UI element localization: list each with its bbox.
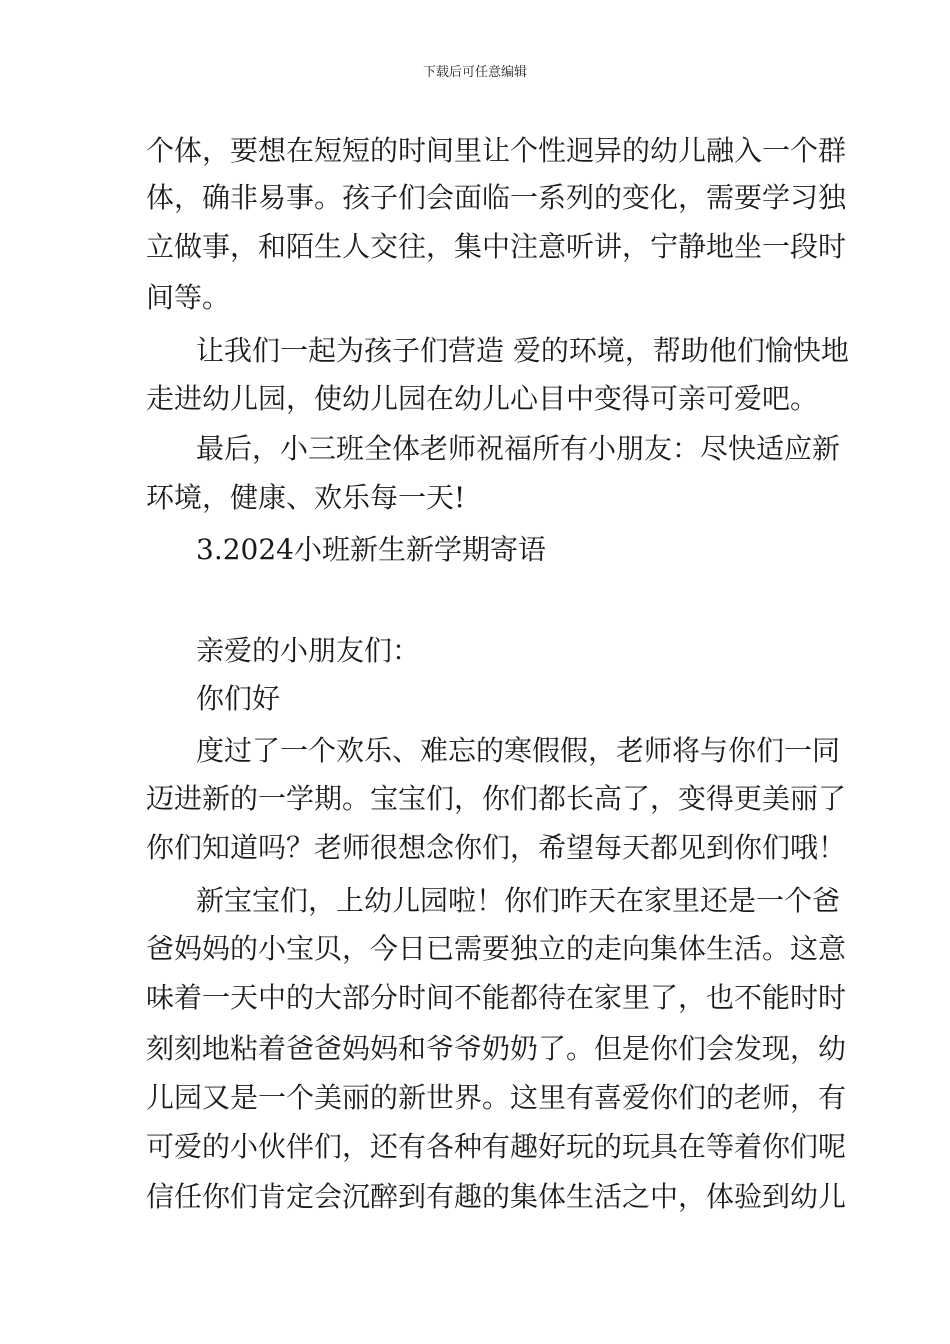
text-line: 新宝宝们，上幼儿园啦！你们昨天在家里还是一个爸 bbox=[196, 884, 841, 917]
text-line: 个体，要想在短短的时间里让个性迥异的幼儿融入一个群 bbox=[146, 134, 847, 167]
text-line: 信任你们肯定会沉醉到有趣的集体生活之中，体验到幼儿 bbox=[146, 1180, 847, 1213]
text-line: 刻刻地粘着爸爸妈妈和爷爷奶奶了。但是你们会发现，幼 bbox=[146, 1032, 847, 1065]
text-line: 你们好 bbox=[196, 682, 281, 715]
text-line: 环境，健康、欢乐每一天! bbox=[146, 481, 466, 514]
text-line: 爸妈妈的小宝贝，今日已需要独立的走向集体生活。这意 bbox=[146, 932, 847, 965]
text-line: 立做事，和陌生人交往，集中注意听讲，宁静地坐一段时 bbox=[146, 230, 847, 263]
page-header: 下载后可任意编辑 bbox=[422, 65, 527, 80]
text-line: 亲爱的小朋友们： bbox=[196, 634, 421, 667]
text-line: 你们知道吗？老师很想念你们，希望每天都见到你们哦！ bbox=[146, 831, 847, 864]
text-line: 3.2024小班新生新学期寄语 bbox=[196, 533, 546, 566]
text-line: 度过了一个欢乐、难忘的寒假假，老师将与你们一同 bbox=[196, 734, 841, 767]
text-line: 间等。 bbox=[146, 281, 231, 314]
text-line: 可爱的小伙伴们，还有各种有趣好玩的玩具在等着你们呢 bbox=[146, 1130, 847, 1163]
text-line: 走进幼儿园，使幼儿园在幼儿心目中变得可亲可爱吧。 bbox=[146, 382, 819, 415]
text-line: 儿园又是一个美丽的新世界。这里有喜爱你们的老师，有 bbox=[146, 1081, 847, 1114]
text-line: 让我们一起为孩子们营造 爱的环境，帮助他们愉快地 bbox=[196, 334, 849, 367]
text-line: 味着一天中的大部分时间不能都待在家里了，也不能时时 bbox=[146, 981, 847, 1014]
text-line: 最后，小三班全体老师祝福所有小朋友：尽快适应新 bbox=[196, 432, 841, 465]
text-line: 迈进新的一学期。宝宝们，你们都长高了，变得更美丽了 bbox=[146, 782, 847, 815]
text-line: 体，确非易事。孩子们会面临一系列的变化，需要学习独 bbox=[146, 181, 847, 214]
